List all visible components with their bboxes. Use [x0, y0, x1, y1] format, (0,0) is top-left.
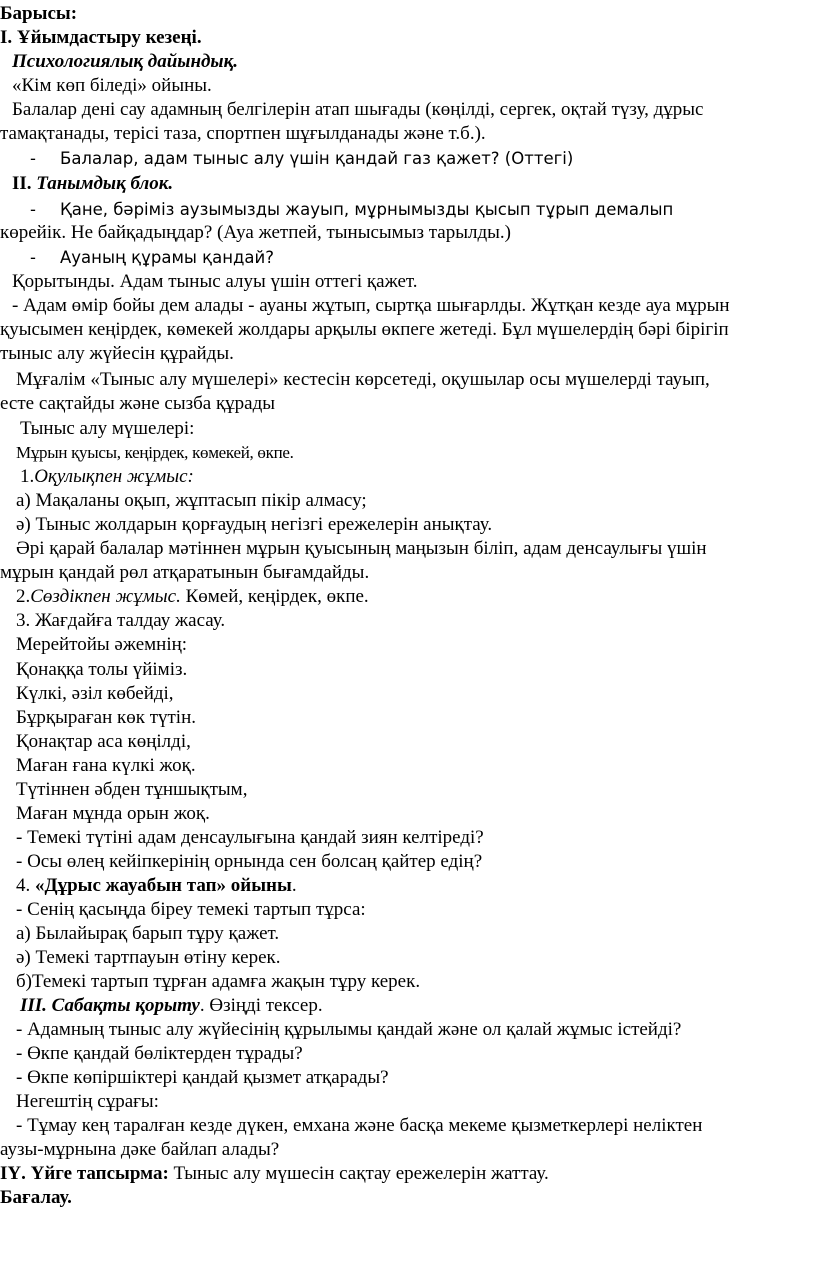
paragraph-line: Тыныс алу мүшелері: [20, 418, 195, 439]
paragraph-line: қуысымен кеңірдек, көмекей жолдары арқылы өкпеге жетеді. Бұл мүшелердің бәрі бірігіп [0, 319, 729, 340]
question-line: - Адамның тыныс алу жүйесінің құрылымы қандай және ол қалай жұмыс істейді? [16, 1019, 682, 1040]
heading-assessment: Бағалау. [0, 1187, 72, 1208]
paragraph-line: тыныс алу жүйесін құрайды. [0, 343, 234, 364]
paragraph-line: көрейік. Не байқадыңдар? (Ауа жетпей, тынысымыз тарылды.) [0, 222, 511, 243]
paragraph-line: есте сақтайды және сызба құрады [0, 393, 276, 414]
question-line: - Темекі түтіні адам денсаулығына қандай зиян келтіреді? [16, 827, 484, 848]
heading-lesson-summary: ІІІ. Сабақты қорыту. Өзіңді тексер. [20, 995, 323, 1016]
paragraph-line: Әрі қарай балалар мәтіннен мұрын қуысының маңызын біліп, адам денсаулығы үшін [16, 538, 707, 559]
answer-option: а) Былайырақ барып тұру қажет. [16, 923, 280, 944]
answer-option: б)Темекі тартып тұрған адамға жақын тұру керек. [16, 971, 421, 992]
paragraph-line: Негештің сұрағы: [16, 1091, 159, 1112]
heading-psychological-prep: Психологиялық дайындық. [12, 51, 238, 72]
paragraph-line: тамақтанады, терісі таза, спортпен шұғылданады және т.б.). [0, 123, 486, 144]
question-line: - Осы өлең кейіпкерінің орнында сен болсаң қайтер едің? [16, 851, 483, 872]
question-line: - Тұмау кең таралған кезде дүкен, емхана және басқа мекеме қызметкерлері неліктен [16, 1115, 703, 1136]
poem-line: Қонаққа толы үйіміз. [16, 659, 188, 680]
task-line: 3. Жағдайға талдау жасау. [16, 610, 226, 631]
homework-line: ІҮ. Үйге тапсырма: Тыныс алу мүшесін сақтау ережелерін жаттау. [0, 1163, 549, 1184]
heading-cognitive-block: ІІ. Танымдық блок. [12, 173, 174, 194]
paragraph-line: мұрын қандай рөл атқаратынын бығамдайды. [0, 562, 370, 583]
paragraph-line: Балалар дені сау адамның белгілерін атап шығады (көңілді, сергек, оқтай түзу, дұрыс [12, 99, 704, 120]
conclusion-line: Қорытынды. Адам тыныс алуы үшін оттегі қажет. [12, 271, 418, 292]
list-item: а) Мақаланы оқып, жұптасып пікір алмасу; [16, 490, 367, 511]
question-line: - Өкпе көпіршіктері қандай қызмет атқарады? [16, 1067, 389, 1088]
poem-line: Мерейтойы әжемнің: [16, 634, 188, 655]
list-item: ә) Тыныс жолдарын қорғаудың негізгі ережелерін анықтау. [16, 514, 493, 535]
game-heading: 4. «Дұрыс жауабын тап» ойыны. [16, 875, 297, 896]
poem-line: Маған мұнда орын жоқ. [16, 803, 210, 824]
poem-line: Маған ғана күлкі жоқ. [16, 755, 196, 776]
question-line: аузы-мұрнына дәке байлап алады? [0, 1139, 280, 1160]
heading-lesson-progress: Барысы: [0, 3, 78, 24]
question-line: - Балалар, адам тыныс алу үшін қандай газ қажет? (Оттегі) [30, 149, 574, 168]
poem-line: Бұрқыраған көк түтін. [16, 707, 196, 728]
poem-line: Түтіннен әбден тұншықтым, [16, 779, 248, 800]
paragraph-line: Мұғалім «Тыныс алу мүшелері» кестесін көрсетеді, оқушылар осы мүшелерді тауып, [16, 369, 710, 390]
question-line: - Өкпе қандай бөліктерден тұрады? [16, 1043, 303, 1064]
answer-option: ә) Темекі тартпауын өтіну керек. [16, 947, 281, 968]
question-line: - Ауаның құрамы қандай? [30, 248, 275, 267]
task-line: 2.Сөздікпен жұмыс. Көмей, кеңірдек, өкпе. [16, 586, 369, 607]
question-line: - Сенің қасыңда біреу темекі тартып тұрса: [16, 899, 366, 920]
task-line: 1.Оқулықпен жұмыс: [20, 466, 194, 487]
poem-line: Күлкі, әзіл көбейді, [16, 683, 174, 704]
organs-list-line: Мұрын қуысы, кеңірдек, көмекей, өкпе. [16, 443, 294, 462]
game-title-line: «Кім көп біледі» ойыны. [12, 75, 212, 96]
poem-line: Қонақтар аса көңілді, [16, 731, 191, 752]
question-line: - Қане, бәріміз аузымызды жауып, мұрнымызды қысып тұрып демалып [30, 200, 674, 219]
heading-organizational-stage: І. Ұйымдастыру кезеңі. [0, 27, 202, 48]
paragraph-line: - Адам өмір бойы дем алады - ауаны жұтып, сыртқа шығарлды. Жұтқан кезде ауа мұрын [12, 295, 730, 316]
